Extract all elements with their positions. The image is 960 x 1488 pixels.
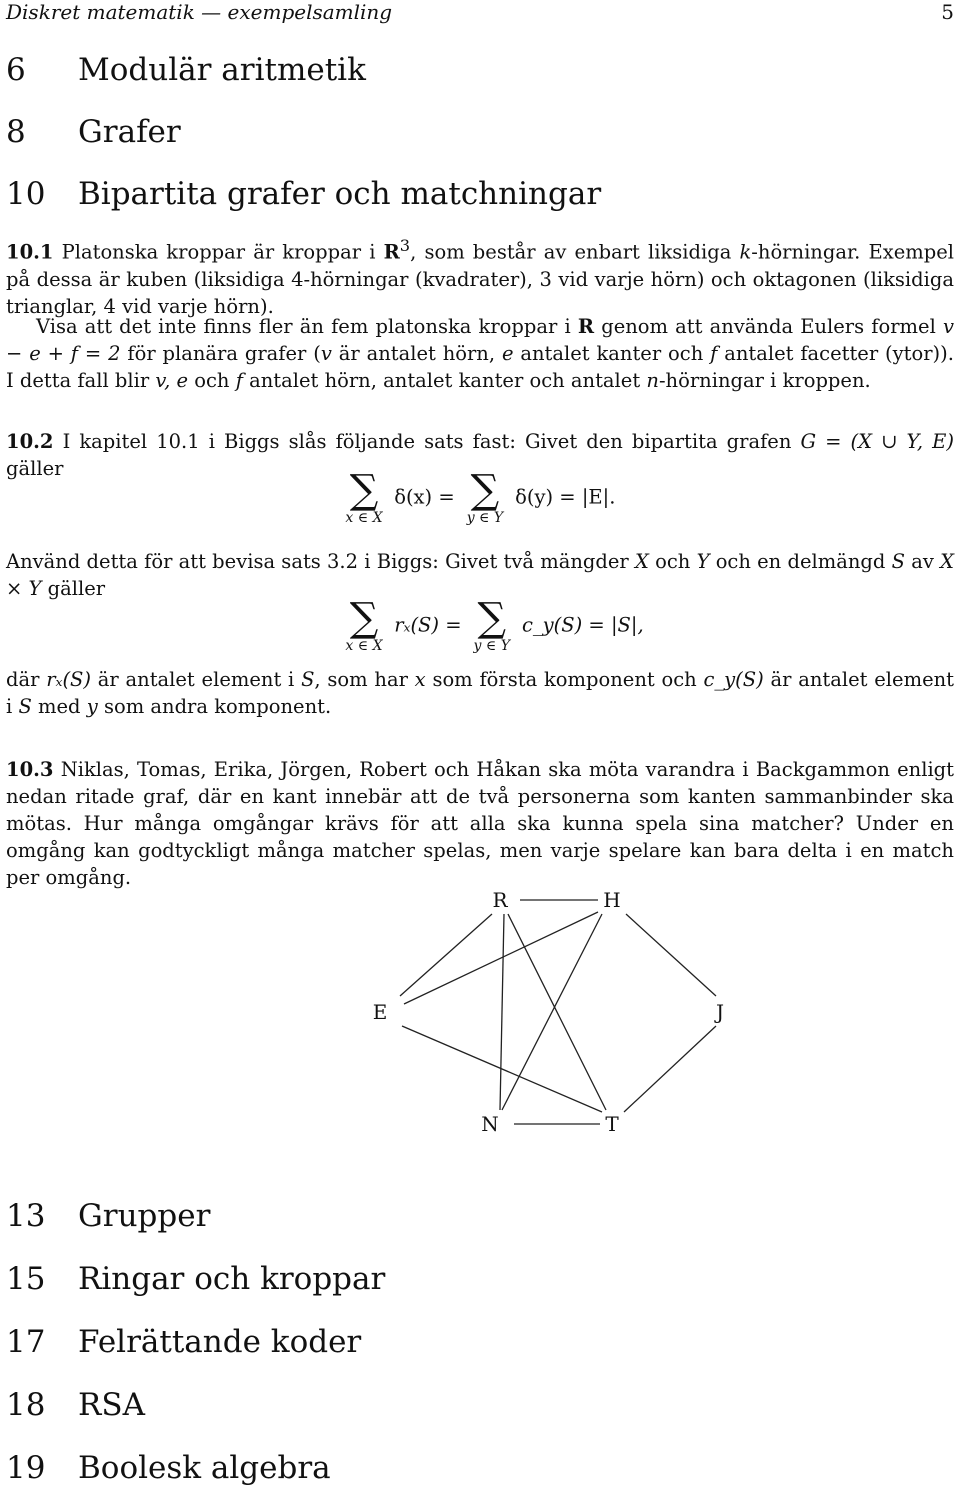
graph-edge-R-T — [508, 914, 606, 1110]
sum-symbol: ∑ x ∈ X — [345, 467, 383, 526]
section-heading: 6 Modulär aritmetik — [6, 52, 366, 88]
page-number: 5 — [941, 0, 954, 24]
exercise-10-2-task: Använd detta för att bevisa sats 3.2 i Biggs: Givet två mängder X och Y och en delmängd S av X × Y gäller — [6, 550, 954, 600]
running-header — [6, 0, 954, 24]
graph-node-N: N — [481, 1112, 499, 1136]
exercise-10-2-definitions: där rₓ(S) är antalet element i S, som har x som första komponent och c_y(S) är antalet element i S med y som andra komponent. — [6, 668, 954, 718]
degree-sum-formula: ∑ x ∈ X δ(x) = ∑ y ∈ Y δ(y) = |E|. — [340, 470, 615, 526]
section-heading: 15 Ringar och kroppar — [6, 1261, 386, 1297]
graph-node-T: T — [605, 1112, 619, 1136]
exercise-10-1-task: Visa att det inte finns fler än fem platonska kroppar i R genom att använda Eulers formel v − e + f = 2 för planära grafer (v är antalet hörn, e antalet kanter och f antalet facetter (ytor)). I detta fall blir v, e och f antalet hörn, antalet kanter och antalet n-hörningar i kroppen. — [6, 315, 954, 392]
section-heading: 8 Grafer — [6, 114, 181, 150]
exercise-number: 10.1 — [6, 240, 54, 264]
header-title: Diskret matematik — exempelsamling — [6, 0, 393, 24]
section-heading: 19 Boolesk algebra — [6, 1450, 331, 1486]
section-heading: 10 Bipartita grafer och matchningar — [6, 176, 602, 212]
backgammon-graph — [372, 880, 725, 1150]
sum-symbol: ∑ y ∈ Y — [473, 595, 510, 654]
section-heading: 18 RSA — [6, 1387, 145, 1423]
section-heading: 17 Felrättande koder — [6, 1324, 362, 1360]
exercise-10-3: 10.3 Niklas, Tomas, Erika, Jörgen, Robert och Håkan ska möta varandra i Backgammon enligt nedan ritade graf, där en kant innebär att de två personerna som kanten sammanbinder ska mötas. Hur många omgångar krävs för att alla ska kunna spela sina matcher? Under en omgång kan godtyckligt många matcher spelas, men varje spelare kan bara delta i en match per omgång. — [6, 758, 954, 889]
exercise-10-2-intro: 10.2 I kapitel 10.1 i Biggs slås följande sats fast: Givet den bipartita grafen G = (X ∪ Y, E) gäller — [6, 430, 954, 480]
graph-edges — [400, 900, 716, 1124]
graph-edge-H-N — [502, 914, 602, 1110]
sum-symbol: ∑ x ∈ X — [345, 595, 383, 654]
graph-edge-H-J — [626, 914, 716, 996]
graph-node-R: R — [492, 888, 508, 912]
sum-symbol: ∑ y ∈ Y — [466, 467, 504, 526]
graph-nodes — [373, 888, 724, 1136]
graph-edge-R-N — [500, 914, 504, 1110]
graph-edge-J-T — [624, 1026, 716, 1112]
exercise-10-1-intro: 10.1 Platonska kroppar är kroppar i $R^3$, som består av enbart liksidiga k-hörningar. Exempel på dessa är kuben (liksidiga 4-hörningar (kvadrater), 3 vid varje hörn) och oktagonen (liksidiga trianglar, 4 vid varje hörn). — [6, 236, 954, 318]
graph-node-J: J — [715, 1000, 725, 1024]
graph-node-E: E — [372, 1000, 388, 1024]
exercise-number: 10.3 — [6, 758, 54, 781]
section-heading: 13 Grupper — [6, 1198, 211, 1234]
graph-edge-H-E — [404, 912, 598, 1004]
graph-node-H: H — [603, 888, 621, 912]
incidence-sum-formula: ∑ x ∈ X rₓ(S) = ∑ y ∈ Y c_y(S) = |S|, — [340, 598, 644, 654]
euler-formula: v − e + f = 2 — [6, 315, 954, 365]
exercise-number: 10.2 — [6, 430, 54, 453]
